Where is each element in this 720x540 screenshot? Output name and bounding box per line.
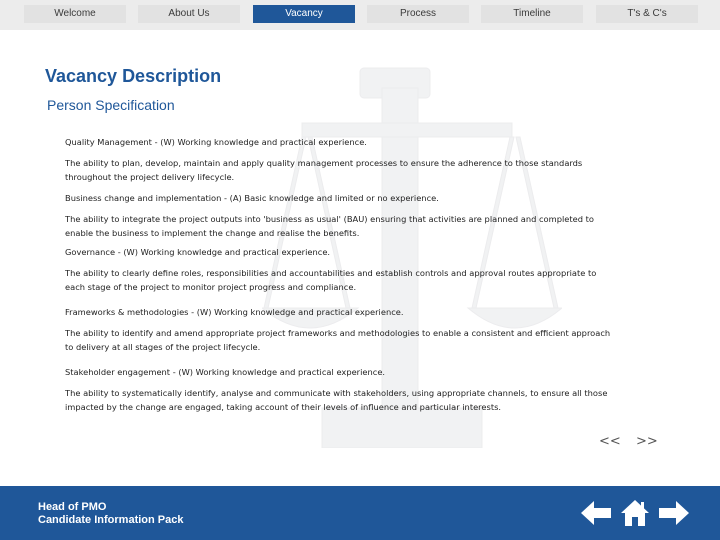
left-arrow-icon[interactable] [579,498,613,528]
footer-bar [0,486,720,540]
criterion-stakeholder-engagement [65,367,655,414]
description-line: impacted by the change are engaged, taking account of their levels of influence and particular interests. [65,402,502,412]
description-line: enable the business to implement the change and realise the benefits. [65,228,360,238]
previous-page-link[interactable]: << [599,434,621,449]
footer-subtitle: Candidate Information Pack [38,514,184,526]
tab-vacancy[interactable]: Vacancy [253,5,355,23]
page-subtitle: Person Specification [47,97,175,113]
criterion-heading: Stakeholder engagement - (W) Working knowledge and practical experience. [65,367,386,377]
criteria-list [65,137,655,414]
description-line: to delivery at all stages of the project lifecycle. [65,342,261,352]
criterion-description [65,386,655,414]
right-arrow-icon[interactable] [657,498,691,528]
criterion-description [65,326,655,354]
tab-terms[interactable]: T's & C's [596,5,698,23]
description-line: The ability to systematically identify, analyse and communicate with stakeholders, using appropriate channels, to ensure all those [65,388,608,398]
criterion-description [65,156,655,184]
description-line: throughout the project delivery lifecycle. [65,172,235,182]
criterion-business-change [65,193,655,240]
home-icon[interactable] [619,498,651,528]
criterion-quality-management [65,137,655,184]
criterion-heading: Quality Management - (W) Working knowledge and practical experience. [65,137,367,147]
top-nav-bar [0,0,720,30]
tab-process[interactable]: Process [367,5,469,23]
tab-about-us[interactable]: About Us [138,5,240,23]
description-line: The ability to identify and amend appropriate project frameworks and methodologies to enable a consistent and efficient approach [65,328,611,338]
description-line: The ability to clearly define roles, responsibilities and accountabilities and establish controls and approval routes appropriate to [65,268,597,278]
footer-title: Head of PMO [38,501,107,513]
tab-timeline[interactable]: Timeline [481,5,583,23]
criterion-heading: Business change and implementation - (A) Basic knowledge and limited or no experience. [65,193,439,203]
description-line: each stage of the project to monitor project progress and compliance. [65,282,357,292]
criterion-description [65,266,655,294]
criterion-governance [65,247,655,294]
criterion-heading: Frameworks & methodologies - (W) Working knowledge and practical experience. [65,307,404,317]
next-page-link[interactable]: >> [636,434,658,449]
criterion-heading: Governance - (W) Working knowledge and practical experience. [65,247,331,257]
criterion-description [65,212,655,240]
description-line: The ability to integrate the project outputs into 'business as usual' (BAU) ensuring that activities are planned and completed to [65,214,594,224]
tab-welcome[interactable]: Welcome [24,5,126,23]
description-line: The ability to plan, develop, maintain and apply quality management processes to ensure the adherence to those standards [65,158,583,168]
criterion-frameworks [65,307,655,354]
page-title: Vacancy Description [45,66,222,86]
